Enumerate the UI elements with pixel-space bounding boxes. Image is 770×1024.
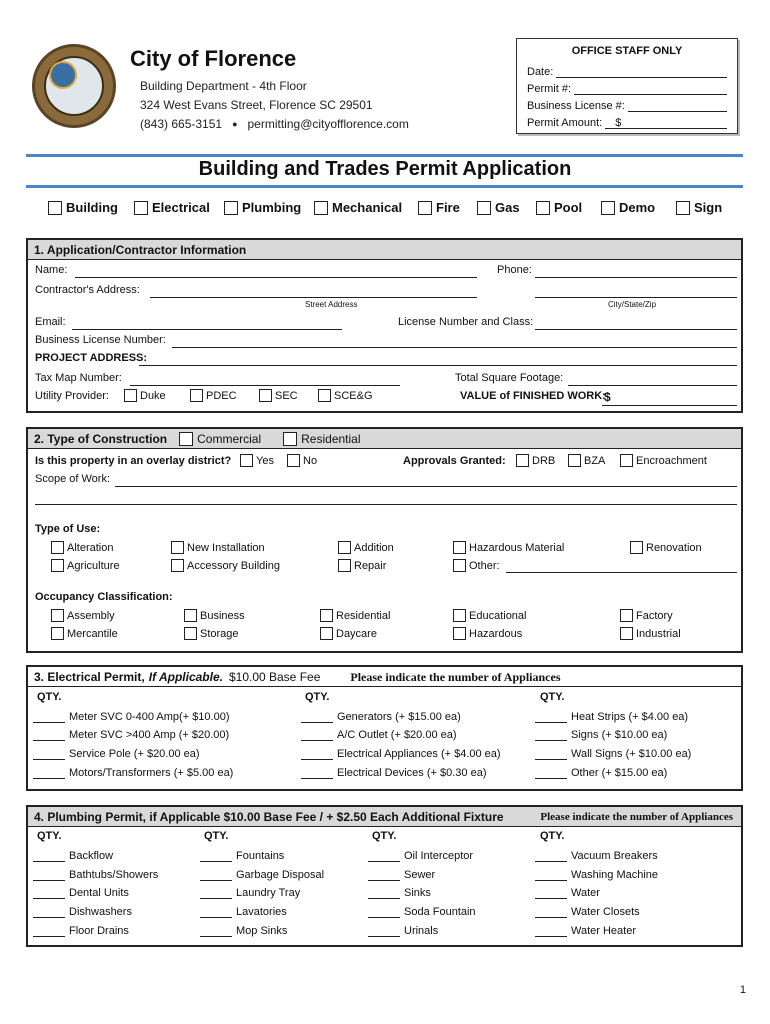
use-text: Agriculture [67,559,120,572]
permit-plumbing[interactable] [224,200,301,215]
city-name: City of Florence [130,46,297,71]
occ-hazardous[interactable] [453,627,522,640]
use-text: Repair [354,559,387,572]
qty-field[interactable] [535,925,567,937]
checkbox[interactable] [179,432,193,446]
residential-text: Residential [301,431,361,446]
checkbox[interactable] [124,389,137,402]
checkbox[interactable] [51,541,64,554]
item-text: Backflow [69,850,114,862]
item-text: Washing Machine [571,869,659,881]
permit-label: Building [66,200,118,215]
occ-industrial[interactable] [620,627,681,640]
plumb-item[interactable] [33,850,113,862]
checkbox[interactable] [601,201,615,215]
office-amount-dollar: $ [615,117,622,129]
item-text: Soda Fountain [404,906,476,918]
tax-map-label: Tax Map Number: [35,372,122,384]
electrical-title-italic: If Applicable. [148,670,223,684]
qty-field[interactable] [301,767,333,779]
utility-text: SEC [275,389,298,402]
permit-label: Plumbing [242,200,302,215]
use-agriculture[interactable] [51,559,120,572]
street-caption: Street Address [305,300,358,309]
qty-header: QTY. [372,830,397,842]
use-renovation[interactable] [630,541,702,554]
checkbox[interactable] [51,609,64,622]
office-staff-box [516,38,738,134]
form-title: Building and Trades Permit Application [198,158,572,180]
plumb-item[interactable] [368,887,431,899]
occ-assembly[interactable] [51,609,115,622]
checkbox[interactable] [620,627,633,640]
permit-fire[interactable] [418,200,460,215]
encroachment-text: Encroachment [636,454,707,467]
plumb-item[interactable] [368,906,476,918]
checkbox[interactable] [318,389,331,402]
plumb-item[interactable] [368,869,435,881]
permit-gas[interactable] [477,200,520,215]
plumb-item[interactable] [200,887,300,899]
plumb-item[interactable] [200,906,287,918]
elec-item[interactable] [301,729,457,741]
checkbox[interactable] [134,201,148,215]
qty-field[interactable] [33,887,65,899]
name-label: Name: [35,264,68,276]
plumb-item[interactable] [535,906,640,918]
elec-item[interactable] [535,729,667,741]
section-title [28,667,741,687]
section-title: 1. Application/Contractor Information [28,240,741,260]
elec-item[interactable] [535,711,688,723]
checkbox[interactable] [676,201,690,215]
scope-field-1[interactable] [115,475,737,487]
utility-duke[interactable] [124,389,166,402]
qty-field[interactable] [33,906,65,918]
overlay-yes[interactable] [240,454,274,467]
item-text: Dishwashers [69,906,132,918]
elec-item[interactable] [33,748,200,760]
plumb-item[interactable] [535,850,658,862]
checkbox[interactable] [224,201,238,215]
bza-text: BZA [584,454,606,467]
office-permit-field[interactable] [574,83,727,95]
occ-mercantile[interactable] [51,627,118,640]
checkbox[interactable] [51,559,64,572]
office-amount-field[interactable] [605,117,727,129]
qty-field[interactable] [33,850,65,862]
plumb-item[interactable] [33,925,129,937]
item-text: Wall Signs (+ $10.00 ea) [571,748,692,760]
value-dollar: $ [604,390,611,404]
plumb-item[interactable] [33,869,158,881]
approval-bza[interactable] [568,454,605,467]
city-state-zip-field[interactable] [535,286,737,298]
qty-field[interactable] [200,869,232,881]
item-text: Electrical Devices (+ $0.30 ea) [337,767,487,779]
occ-text: Assembly [67,609,115,622]
checkbox[interactable] [190,389,203,402]
item-text: Meter SVC 0-400 Amp(+ $10.00) [69,711,230,723]
license-class-label: License Number and Class: [398,316,534,328]
item-text: Meter SVC >400 Amp (+ $20.00) [69,729,230,741]
checkbox[interactable] [314,201,328,215]
electrical-fee: $10.00 Base Fee [228,670,321,684]
occ-text: Factory [636,609,673,622]
title-rule-bottom [26,185,743,188]
use-text: Alteration [67,541,114,554]
permit-label: Fire [436,200,460,215]
overlay-question: Is this property in an overlay district? [35,455,232,467]
use-text: Renovation [646,541,702,554]
tax-map-field[interactable] [130,374,400,386]
qty-field[interactable] [200,887,232,899]
email-label: Email: [35,316,66,328]
scope-label: Scope of Work: [35,473,110,485]
plumb-item[interactable] [368,850,473,862]
construction-commercial[interactable] [179,432,261,446]
phone-label: Phone: [497,264,532,276]
checkbox[interactable] [620,609,633,622]
use-text: Other: [469,559,500,572]
utility-text: Duke [140,389,166,402]
checkbox[interactable] [320,627,333,640]
qty-header: QTY. [540,691,565,703]
yes-text: Yes [256,454,274,467]
citystate-caption: City/State/Zip [608,300,657,309]
use-new-installation[interactable] [171,541,265,554]
occ-text: Mercantile [67,627,118,640]
permit-label: Sign [694,200,723,215]
department: Building Department - 4th Floor [140,79,307,93]
occ-text: Educational [469,609,527,622]
item-text: Generators (+ $15.00 ea) [337,711,461,723]
qty-field[interactable] [368,906,400,918]
elec-item[interactable] [535,767,667,779]
page-number: 1 [739,984,746,996]
utility-sceg[interactable] [318,389,373,402]
contractor-address-label: Contractor's Address: [35,284,140,296]
use-text: Accessory Building [187,559,280,572]
checkbox[interactable] [184,627,197,640]
occ-business[interactable] [184,609,245,622]
office-date-label: Date: [527,66,554,78]
permit-building[interactable] [48,200,118,215]
item-text: Oil Interceptor [404,850,474,862]
checkbox[interactable] [51,627,64,640]
permit-label: Demo [619,200,656,215]
permit-electrical[interactable] [134,200,210,215]
permit-label: Electrical [152,200,210,215]
qty-field[interactable] [535,767,567,779]
utility-sec[interactable] [259,389,298,402]
name-field[interactable] [75,266,477,278]
elec-item[interactable] [33,767,233,779]
occ-text: Hazardous [469,627,523,640]
email-field[interactable] [72,318,342,330]
qty-field[interactable] [535,850,567,862]
qty-field[interactable] [33,925,65,937]
item-text: Sewer [404,869,436,881]
qty-field[interactable] [33,748,65,760]
qty-field[interactable] [33,767,65,779]
overlay-no[interactable] [287,454,317,467]
use-addition[interactable] [338,541,394,554]
occ-text: Industrial [636,627,681,640]
qty-field[interactable] [535,869,567,881]
checkbox[interactable] [568,454,581,467]
qty-field[interactable] [301,748,333,760]
use-other[interactable] [453,559,500,572]
item-text: Laundry Tray [236,887,301,899]
checkbox[interactable] [259,389,272,402]
use-accessory-building[interactable] [171,559,280,572]
electrical-divider [26,686,743,687]
checkbox[interactable] [338,559,351,572]
section-title [28,429,741,449]
qty-field[interactable] [200,906,232,918]
biz-license-field[interactable] [172,336,737,348]
permit-label: Gas [495,200,520,215]
item-text: Lavatories [236,906,287,918]
occ-residential[interactable] [320,609,390,622]
elec-item[interactable] [535,748,691,760]
occ-text: Business [200,609,245,622]
plumb-item[interactable] [33,906,132,918]
use-alteration[interactable] [51,541,113,554]
email-address[interactable]: permitting@cityofflorence.com [247,117,409,131]
plumb-item[interactable] [33,887,129,899]
office-amount-label: Permit Amount: [527,117,603,129]
qty-field[interactable] [368,850,400,862]
plumbing-title: 4. Plumbing Permit, if Applicable $10.00 Base Fee / + $2.50 Each Additional Fixture [34,809,504,824]
item-text: Urinals [404,925,439,937]
permit-sign[interactable] [676,200,722,215]
type-of-use-label: Type of Use: [35,523,101,535]
qty-field[interactable] [535,887,567,899]
occupancy-label: Occupancy Classification: [35,591,173,603]
permit-mechanical[interactable] [314,200,402,215]
item-text: Fountains [236,850,285,862]
item-text: Service Pole (+ $20.00 ea) [69,748,200,760]
scope-field-2[interactable] [35,493,737,505]
phone-number: (843) 665-3151 [140,117,223,131]
occ-text: Storage [200,627,239,640]
section-title [28,807,741,827]
checkbox[interactable] [48,201,62,215]
office-license-label: Business License #: [527,100,625,112]
phone-field[interactable] [535,266,737,278]
title-rule-top [26,154,743,157]
street-field[interactable] [150,286,477,298]
qty-field[interactable] [33,869,65,881]
qty-field[interactable] [368,887,400,899]
elec-item[interactable] [301,767,486,779]
item-text: Water [571,887,600,899]
commercial-text: Commercial [197,431,262,446]
no-text: No [303,454,318,467]
occ-storage[interactable] [184,627,239,640]
plumb-item[interactable] [200,850,284,862]
qty-header: QTY. [37,830,62,842]
checkbox[interactable] [171,559,184,572]
item-text: Other (+ $15.00 ea) [571,767,668,779]
license-class-field[interactable] [535,318,737,330]
checkbox[interactable] [283,432,297,446]
use-hazardous-material[interactable] [453,541,564,554]
office-license-field[interactable] [628,100,727,112]
item-text: Electrical Appliances (+ $4.00 ea) [337,748,501,760]
street-address: 324 West Evans Street, Florence SC 29501 [140,98,373,112]
checkbox[interactable] [516,454,529,467]
checkbox[interactable] [453,541,466,554]
project-address-label: PROJECT ADDRESS: [35,352,148,364]
sqft-label: Total Square Footage: [455,372,564,384]
utility-label: Utility Provider: [35,390,109,402]
plumbing-note: Please indicate the number of Appliances [540,810,733,823]
checkbox[interactable] [320,609,333,622]
permit-pool[interactable] [536,200,582,215]
qty-field[interactable] [368,925,400,937]
use-text: Hazardous Material [469,541,565,554]
checkbox[interactable] [477,201,491,215]
permit-demo[interactable] [601,200,655,215]
section-title-text: 2. Type of Construction [34,431,168,446]
item-text: Bathtubs/Showers [69,869,159,881]
elec-item[interactable] [301,711,461,723]
occ-daycare[interactable] [320,627,377,640]
office-permit-label: Permit #: [527,83,572,95]
checkbox[interactable] [338,541,351,554]
elec-item[interactable] [301,748,501,760]
qty-field[interactable] [200,925,232,937]
occ-educational[interactable] [453,609,527,622]
checkbox[interactable] [240,454,253,467]
plumb-item[interactable] [535,887,600,899]
qty-field[interactable] [535,748,567,760]
use-other-field[interactable] [506,561,737,573]
qty-field[interactable] [33,729,65,741]
item-text: Sinks [404,887,431,899]
item-text: Heat Strips (+ $4.00 ea) [571,711,689,723]
elec-item[interactable] [33,729,229,741]
item-text: Mop Sinks [236,925,288,937]
occ-factory[interactable] [620,609,673,622]
checkbox[interactable] [620,454,633,467]
plumb-item[interactable] [368,925,438,937]
item-text: Motors/Transformers (+ $5.00 ea) [69,767,234,779]
item-text: Garbage Disposal [236,869,325,881]
qty-header: QTY. [305,691,330,703]
item-text: Signs (+ $10.00 ea) [571,729,668,741]
occ-text: Residential [336,609,391,622]
checkbox[interactable] [453,627,466,640]
plumb-item[interactable] [200,869,324,881]
qty-field[interactable] [301,711,333,723]
project-address-field[interactable] [139,354,737,366]
checkbox[interactable] [536,201,550,215]
use-text: New Installation [187,541,265,554]
qty-field[interactable] [200,850,232,862]
approvals-label: Approvals Granted: [403,455,506,467]
approval-encroachment[interactable] [620,454,707,467]
qty-header: QTY. [37,691,62,703]
construction-residential[interactable] [283,432,360,446]
checkbox[interactable] [418,201,432,215]
utility-text: PDEC [206,389,237,402]
utility-text: SCE&G [334,389,373,402]
value-label: VALUE of FINISHED WORK: [460,390,606,402]
qty-field[interactable] [368,869,400,881]
checkbox[interactable] [453,559,466,572]
qty-field[interactable] [535,729,567,741]
elec-item[interactable] [33,711,230,723]
biz-license-label: Business License Number: [35,334,166,346]
item-text: Floor Drains [69,925,129,937]
value-field[interactable] [602,392,737,406]
checkbox[interactable] [287,454,300,467]
electrical-title: 3. Electrical Permit, [34,670,145,684]
item-text: A/C Outlet (+ $20.00 ea) [337,729,457,741]
checkbox[interactable] [184,609,197,622]
checkbox[interactable] [630,541,643,554]
approval-drb[interactable] [516,454,555,467]
item-text: Dental Units [69,887,129,899]
use-text: Addition [354,541,394,554]
qty-header: QTY. [540,830,565,842]
use-repair[interactable] [338,559,386,572]
occ-text: Daycare [336,627,377,640]
qty-field[interactable] [33,711,65,723]
sqft-field[interactable] [568,374,737,386]
permit-label: Mechanical [332,200,403,215]
utility-pdec[interactable] [190,389,237,402]
contact-line [140,117,409,131]
plumb-item[interactable] [535,925,636,937]
qty-field[interactable] [301,729,333,741]
electrical-note: Please indicate the number of Appliances [350,669,561,684]
qty-field[interactable] [535,711,567,723]
city-seal [32,44,116,128]
drb-text: DRB [532,454,556,467]
checkbox[interactable] [453,609,466,622]
item-text: Water Heater [571,925,637,937]
plumb-item[interactable] [200,925,287,937]
qty-field[interactable] [535,906,567,918]
checkbox[interactable] [171,541,184,554]
item-text: Vacuum Breakers [571,850,658,862]
item-text: Water Closets [571,906,640,918]
permit-label: Pool [554,200,583,215]
plumb-item[interactable] [535,869,658,881]
office-date-field[interactable] [556,66,727,78]
qty-header: QTY. [204,830,229,842]
bullet: ● [232,119,238,129]
office-staff-title: OFFICE STAFF ONLY [571,45,683,57]
